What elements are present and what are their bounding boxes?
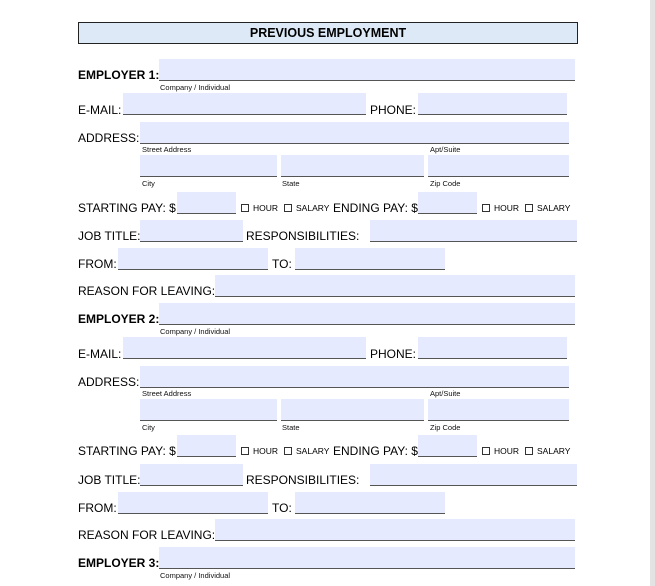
from-label: FROM: <box>78 501 117 515</box>
employer-1-from-input[interactable] <box>118 248 268 270</box>
state-sublabel: State <box>282 179 300 188</box>
job-title-label: JOB TITLE: <box>78 473 141 487</box>
start-salary-checkbox[interactable] <box>284 204 292 212</box>
employer-2-zip-input[interactable] <box>428 399 569 421</box>
to-label: TO: <box>272 257 292 271</box>
employer-2-job-title-input[interactable] <box>140 464 243 486</box>
hour-label: HOUR <box>494 203 520 213</box>
start-salary-checkbox[interactable] <box>284 447 292 455</box>
phone-label: PHONE: <box>370 103 417 117</box>
employer-2-reason-input[interactable] <box>215 519 575 541</box>
zip-sublabel: Zip Code <box>430 423 461 432</box>
hour-label: HOUR <box>494 446 520 456</box>
job-title-label: JOB TITLE: <box>78 229 141 243</box>
page-edge <box>650 0 655 586</box>
employer-2-from-input[interactable] <box>118 492 268 514</box>
employer-3-input[interactable] <box>159 547 575 569</box>
employer-2-responsibilities-input[interactable] <box>370 464 577 486</box>
employer-1-starting-pay-input[interactable] <box>177 192 236 214</box>
company-sublabel: Company / Individual <box>160 571 231 580</box>
reason-for-leaving-label: REASON FOR LEAVING: <box>78 528 216 542</box>
end-hour-checkbox[interactable] <box>482 204 490 212</box>
salary-label: SALARY <box>296 203 330 213</box>
starting-pay-label: STARTING PAY: $ <box>78 201 176 215</box>
phone-label: PHONE: <box>370 347 417 361</box>
employer-1-responsibilities-input[interactable] <box>370 220 577 242</box>
company-sublabel: Company / Individual <box>160 327 231 336</box>
company-sublabel: Company / Individual <box>160 83 231 92</box>
city-sublabel: City <box>142 179 155 188</box>
employer-1-input[interactable] <box>159 59 575 81</box>
to-label: TO: <box>272 501 292 515</box>
employer-1-city-input[interactable] <box>140 155 277 177</box>
employer-2-starting-pay-input[interactable] <box>177 435 236 457</box>
ending-pay-label: ENDING PAY: $ <box>333 444 418 458</box>
salary-label: SALARY <box>537 203 571 213</box>
section-title: PREVIOUS EMPLOYMENT <box>78 22 578 44</box>
employer-2-to-input[interactable] <box>295 492 445 514</box>
state-sublabel: State <box>282 423 300 432</box>
employer-1-state-input[interactable] <box>281 155 424 177</box>
starting-pay-label: STARTING PAY: $ <box>78 444 176 458</box>
employer-3-label: EMPLOYER 3: <box>78 556 160 570</box>
apt-sublabel: Apt/Suite <box>430 145 461 154</box>
zip-sublabel: Zip Code <box>430 179 461 188</box>
street-sublabel: Street Address <box>142 145 192 154</box>
employer-1-job-title-input[interactable] <box>140 220 243 242</box>
responsibilities-label: RESPONSIBILITIES: <box>246 229 360 243</box>
employer-1-label: EMPLOYER 1: <box>78 68 160 82</box>
employer-1-ending-pay-input[interactable] <box>418 192 477 214</box>
employer-1-to-input[interactable] <box>295 248 445 270</box>
employer-2-input[interactable] <box>159 303 575 325</box>
employer-2-state-input[interactable] <box>281 399 424 421</box>
employer-2-phone-input[interactable] <box>418 337 567 359</box>
address-label: ADDRESS: <box>78 131 140 145</box>
apt-sublabel: Apt/Suite <box>430 389 461 398</box>
end-salary-checkbox[interactable] <box>525 204 533 212</box>
employer-2-email-input[interactable] <box>123 337 366 359</box>
email-label: E-MAIL: <box>78 103 122 117</box>
reason-for-leaving-label: REASON FOR LEAVING: <box>78 284 216 298</box>
employer-1-zip-input[interactable] <box>428 155 569 177</box>
employer-1-phone-input[interactable] <box>418 93 567 115</box>
start-hour-checkbox[interactable] <box>241 204 249 212</box>
hour-label: HOUR <box>253 203 279 213</box>
employer-2-ending-pay-input[interactable] <box>418 435 477 457</box>
hour-label: HOUR <box>253 446 279 456</box>
employer-1-email-input[interactable] <box>123 93 366 115</box>
responsibilities-label: RESPONSIBILITIES: <box>246 473 360 487</box>
email-label: E-MAIL: <box>78 347 122 361</box>
employer-1-street-input[interactable] <box>140 122 569 144</box>
employer-1-reason-input[interactable] <box>215 275 575 297</box>
end-hour-checkbox[interactable] <box>482 447 490 455</box>
employer-2-street-input[interactable] <box>140 366 569 388</box>
salary-label: SALARY <box>296 446 330 456</box>
ending-pay-label: ENDING PAY: $ <box>333 201 418 215</box>
city-sublabel: City <box>142 423 155 432</box>
street-sublabel: Street Address <box>142 389 192 398</box>
salary-label: SALARY <box>537 446 571 456</box>
address-label: ADDRESS: <box>78 375 140 389</box>
employer-2-label: EMPLOYER 2: <box>78 312 160 326</box>
start-hour-checkbox[interactable] <box>241 447 249 455</box>
from-label: FROM: <box>78 257 117 271</box>
end-salary-checkbox[interactable] <box>525 447 533 455</box>
employer-2-city-input[interactable] <box>140 399 277 421</box>
